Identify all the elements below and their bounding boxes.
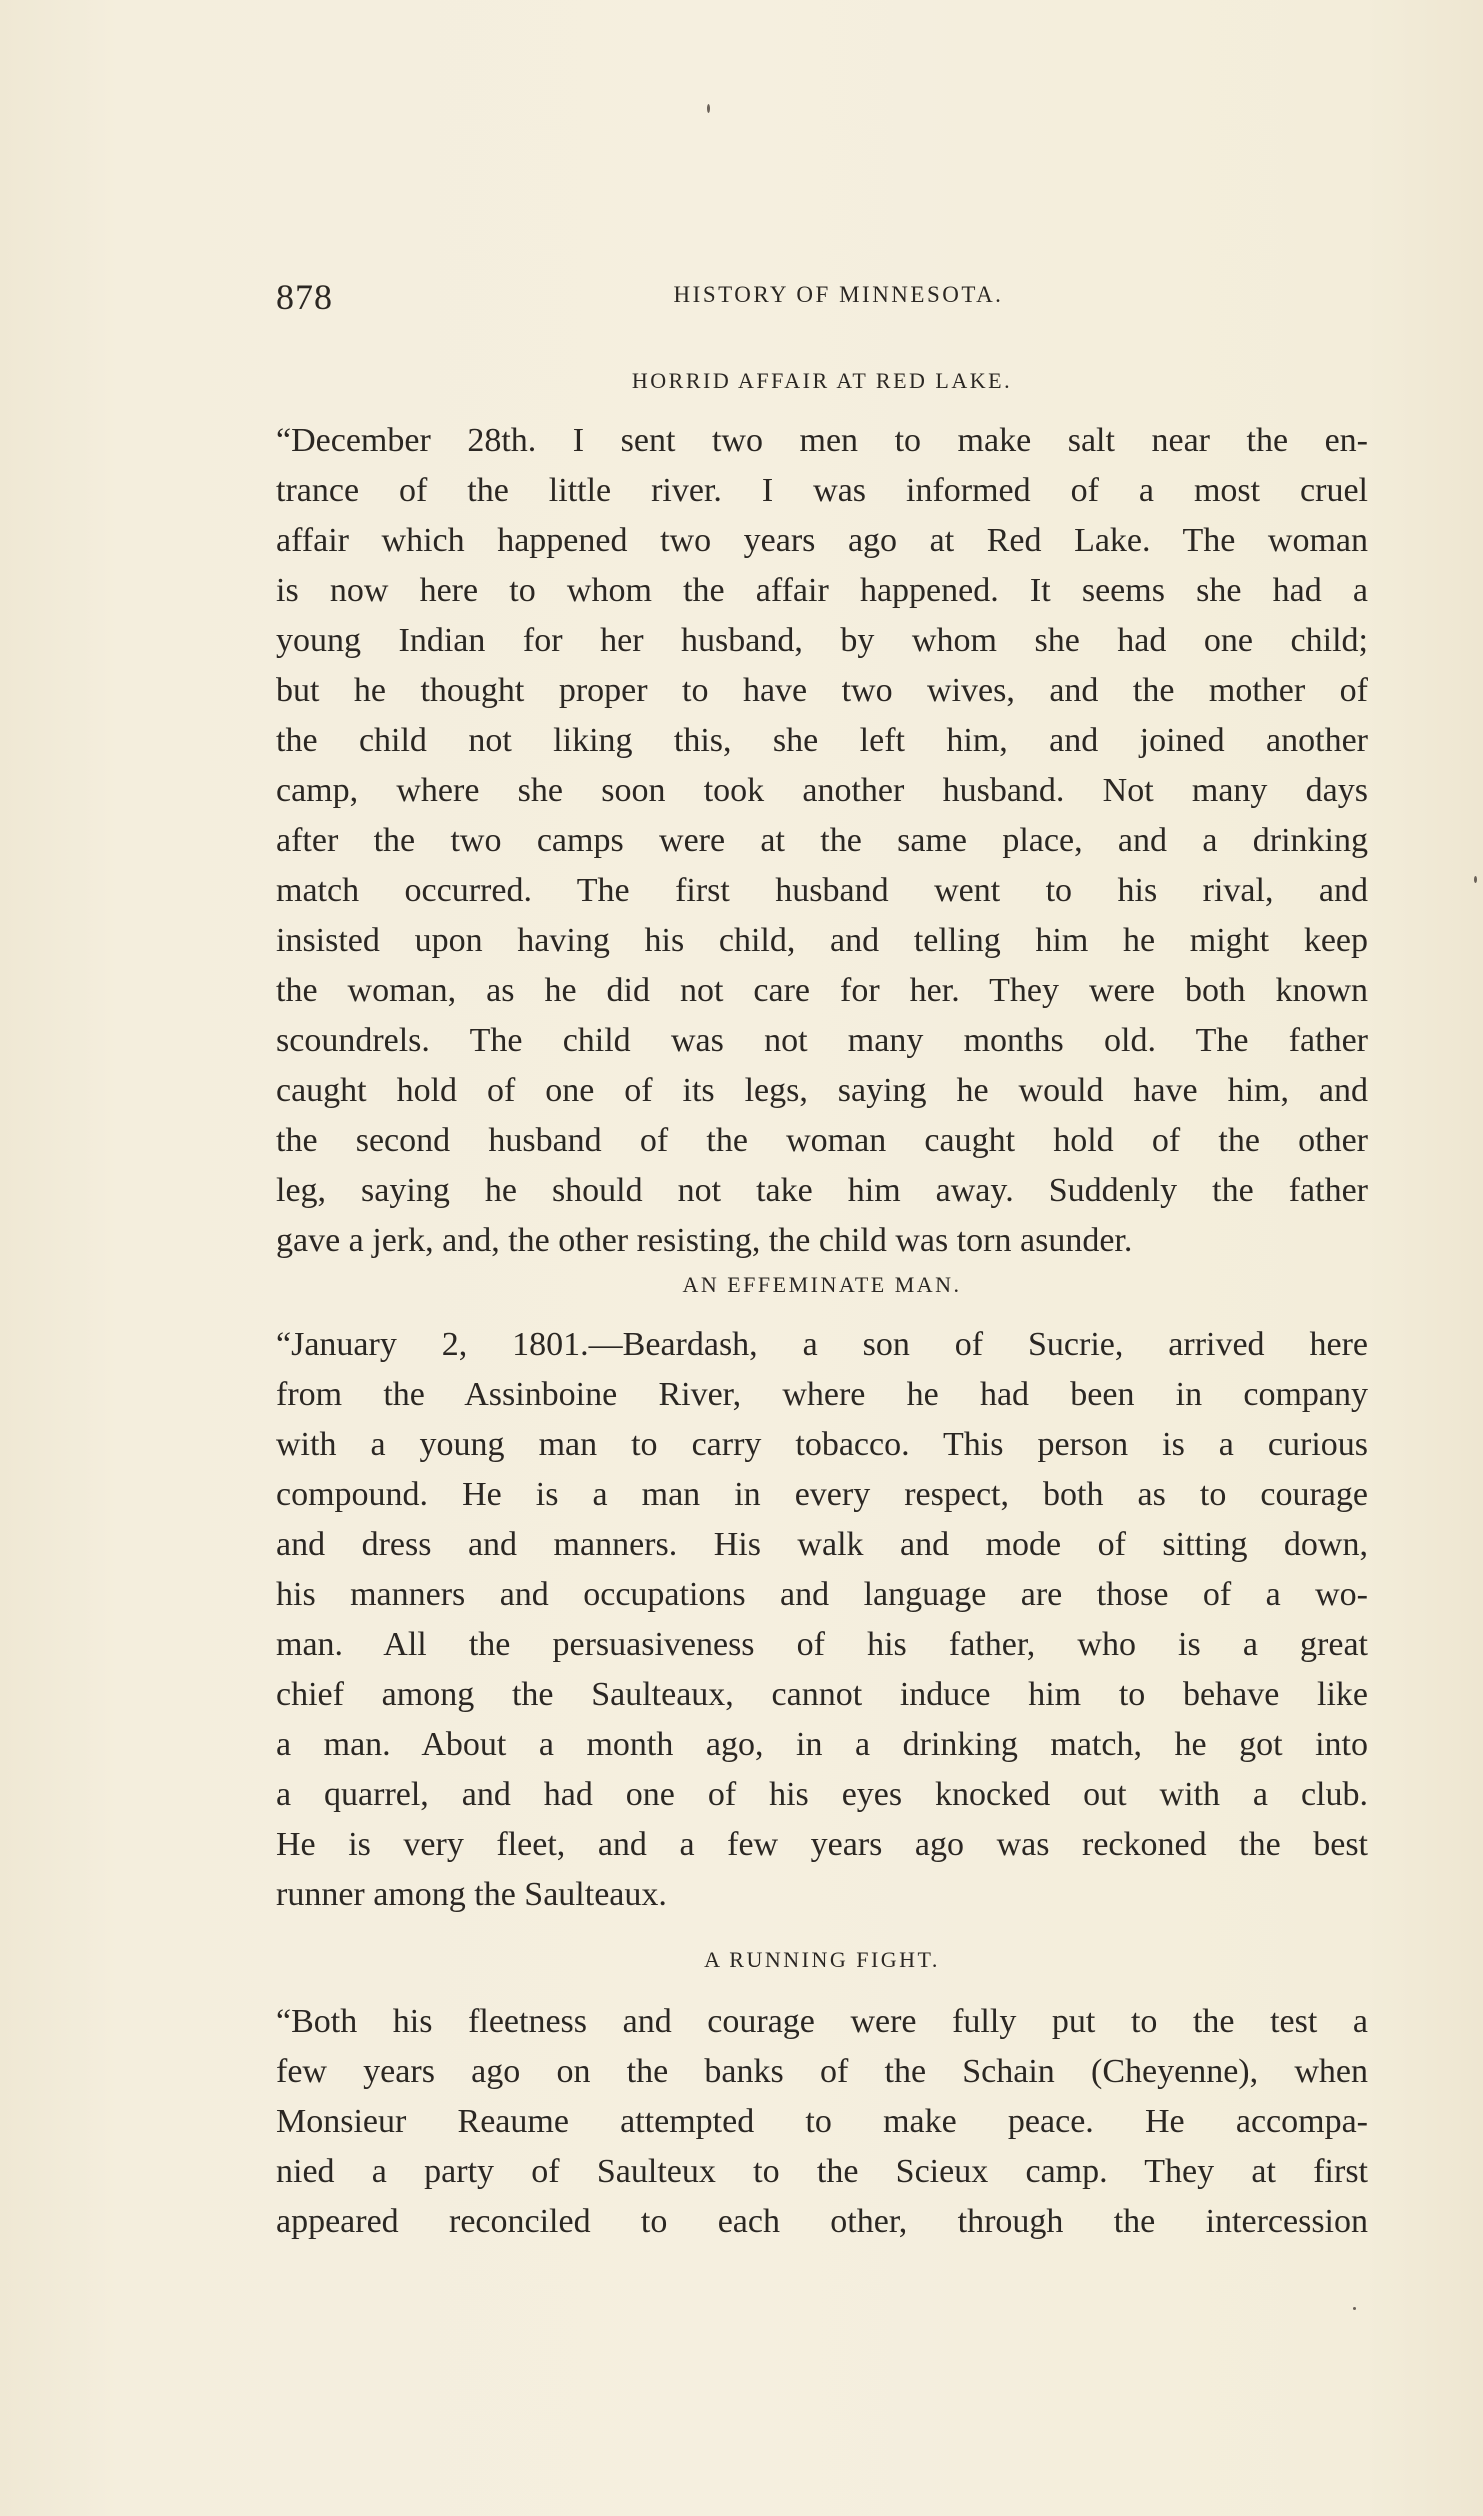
text-line: his manners and occupations and language are those of a wo- (276, 1576, 1368, 1613)
text-line: a man. About a month ago, in a drinking match, he got into (276, 1726, 1368, 1763)
text-line: affair which happened two years ago at Red Lake. The woman (276, 522, 1368, 559)
page-number: 878 (276, 277, 333, 317)
text-line: gave a jerk, and, the other resisting, the child was torn asunder. (276, 1222, 1133, 1259)
page-header (276, 276, 1391, 316)
text-line: man. All the persuasiveness of his father, who is a great (276, 1626, 1368, 1663)
text-line: compound. He is a man in every respect, both as to courage (276, 1476, 1368, 1513)
ink-speck (707, 104, 710, 113)
text-line: “January 2, 1801.—Beardash, a son of Sucrie, arrived here (276, 1326, 1368, 1363)
text-line: match occurred. The first husband went to his rival, and (276, 872, 1368, 909)
text-line: and dress and manners. His walk and mode of sitting down, (276, 1526, 1368, 1563)
text-line: He is very fleet, and a few years ago was reckoned the best (276, 1826, 1368, 1863)
text-line: a quarrel, and had one of his eyes knocked out with a club. (276, 1776, 1368, 1813)
text-line: the child not liking this, she left him, and joined another (276, 722, 1368, 759)
section-heading-effeminate-man: AN EFFEMINATE MAN. (682, 1272, 962, 1297)
text-line: nied a party of Saulteux to the Scieux camp. They at first (276, 2153, 1368, 2190)
ink-speck (1353, 2307, 1356, 2310)
text-line: “December 28th. I sent two men to make salt near the en- (276, 422, 1368, 459)
section-heading-running-fight: A RUNNING FIGHT. (704, 1947, 940, 1972)
text-line: runner among the Saulteaux. (276, 1876, 667, 1913)
text-line: after the two camps were at the same place, and a drinking (276, 822, 1368, 859)
text-line: the second husband of the woman caught hold of the other (276, 1122, 1368, 1159)
text-line: but he thought proper to have two wives, and the mother of (276, 672, 1368, 709)
text-line: chief among the Saulteaux, cannot induce him to behave like (276, 1676, 1368, 1713)
text-line: insisted upon having his child, and telling him he might keep (276, 922, 1368, 959)
text-line: few years ago on the banks of the Schain (Cheyenne), when (276, 2053, 1368, 2090)
text-line: scoundrels. The child was not many months old. The father (276, 1022, 1368, 1059)
section-body-running-fight (276, 1997, 1368, 2247)
text-line: the woman, as he did not care for her. They were both known (276, 972, 1368, 1009)
ink-speck (1474, 876, 1477, 883)
text-line: Monsieur Reaume attempted to make peace. He accompa- (276, 2103, 1368, 2140)
running-title: HISTORY OF MINNESOTA. (673, 282, 1004, 307)
section-body-red-lake (276, 416, 1368, 1266)
text-line: caught hold of one of its legs, saying he would have him, and (276, 1072, 1368, 1109)
text-line: young Indian for her husband, by whom she had one child; (276, 622, 1368, 659)
text-line: leg, saying he should not take him away. Suddenly the father (276, 1172, 1368, 1209)
text-line: trance of the little river. I was informed of a most cruel (276, 472, 1368, 509)
text-line: camp, where she soon took another husband. Not many days (276, 772, 1368, 809)
section-heading-red-lake: HORRID AFFAIR AT RED LAKE. (631, 368, 1013, 393)
text-line: with a young man to carry tobacco. This person is a curious (276, 1426, 1368, 1463)
text-line: “Both his fleetness and courage were fully put to the test a (276, 2003, 1368, 2040)
text-line: from the Assinboine River, where he had been in company (276, 1376, 1368, 1413)
section-body-effeminate-man (276, 1320, 1368, 1920)
text-line: is now here to whom the affair happened. It seems she had a (276, 572, 1368, 609)
text-line: appeared reconciled to each other, through the intercession (276, 2203, 1368, 2240)
